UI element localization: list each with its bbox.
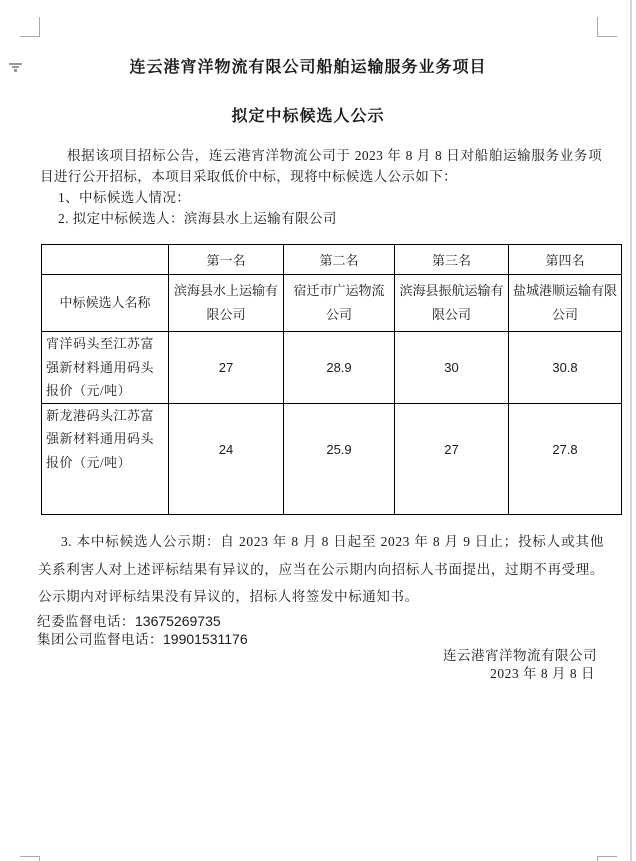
candidate-name-2: 宿迁市广运物流公司 [284, 275, 395, 332]
crop-mark-top-right-vertical [597, 17, 598, 37]
group-phone-number: 19901531176 [163, 631, 248, 647]
document-title: 连云港宵洋物流有限公司船舶运输服务业务项目 [129, 59, 487, 76]
price-row-xinlonggang [42, 403, 622, 514]
candidate-name-3: 滨海县振航运输有限公司 [395, 275, 509, 332]
crop-mark-bottom-right-vertical [597, 856, 598, 861]
price-1-rank4: 30.8 [509, 332, 622, 404]
candidate-name-4: 盐城港顺运输有限公司 [509, 275, 622, 332]
window-right-border [630, 0, 632, 861]
price-1-rank2: 28.9 [284, 332, 395, 404]
discipline-phone-number: 13675269735 [135, 613, 221, 629]
intro-paragraph: 根据该项目招标公告，连云港宵洋物流公司于 2023 年 8 月 8 日对船舶运输服务业务项目进行公开招标，本项目采取低价中标，现将中标候选人公示如下： [40, 148, 602, 184]
candidate-name-1: 滨海县水上运输有限公司 [169, 275, 284, 332]
price-2-rank3: 27 [395, 403, 509, 514]
discipline-phone-label: 纪委监督电话： [37, 614, 135, 629]
price-2-rank1: 24 [169, 403, 284, 514]
group-phone-label: 集团公司监督电话： [37, 632, 163, 647]
price-2-rank4: 27.8 [509, 403, 622, 514]
bid-candidates-table [41, 244, 622, 515]
discipline-phone-line [37, 610, 221, 630]
header-cell-rank2: 第二名 [284, 245, 395, 275]
price-1-rank3: 30 [395, 332, 509, 404]
list-item-1: 1、中标候选人情况： [58, 190, 191, 205]
row-label-candidate-names: 中标候选人名称 [42, 275, 169, 332]
crop-mark-top-left-vertical [39, 17, 40, 37]
price-row-2-label: 新龙港码头江苏富强新材料通用码头报价（元/吨） [42, 403, 169, 514]
header-cell-rank3: 第三名 [395, 245, 509, 275]
price-1-rank1: 27 [169, 332, 284, 404]
crop-mark-bottom-right-horizontal [597, 856, 617, 857]
signature-date: 2023 年 8 月 8 日 [490, 666, 595, 681]
header-cell-rank1: 第一名 [169, 245, 284, 275]
crop-mark-bottom-left-horizontal [20, 856, 40, 857]
price-row-1-label: 宵洋码头至江苏富强新材料通用码头报价（元/吨） [42, 332, 169, 404]
price-row-xiaoyang [42, 332, 622, 404]
publicity-period-paragraph: 3. 本中标候选人公示期：自 2023 年 8 月 8 日起至 2023 年 8 月 9 日止；投标人或其他关系利害人对上述评标结果有异议的，应当在公示期内向招标人书面提出，过期不再受理。公示期内对评标结果没有异议的，招标人将签发中标通知书。 [38, 534, 604, 604]
crop-mark-top-right-horizontal [597, 36, 617, 37]
header-cell-rank4: 第四名 [509, 245, 622, 275]
candidate-names-row [42, 275, 622, 332]
crop-mark-bottom-left-vertical [39, 856, 40, 861]
header-cell-empty [42, 245, 169, 275]
signature-company: 连云港宵洋物流有限公司 [443, 648, 597, 663]
document-subtitle: 拟定中标候选人公示 [231, 108, 385, 125]
list-item-2: 2. 拟定中标候选人：滨海县水上运输有限公司 [58, 211, 337, 226]
table-header-row [42, 245, 622, 275]
price-2-rank2: 25.9 [284, 403, 395, 514]
crop-mark-top-left-horizontal [20, 36, 40, 37]
